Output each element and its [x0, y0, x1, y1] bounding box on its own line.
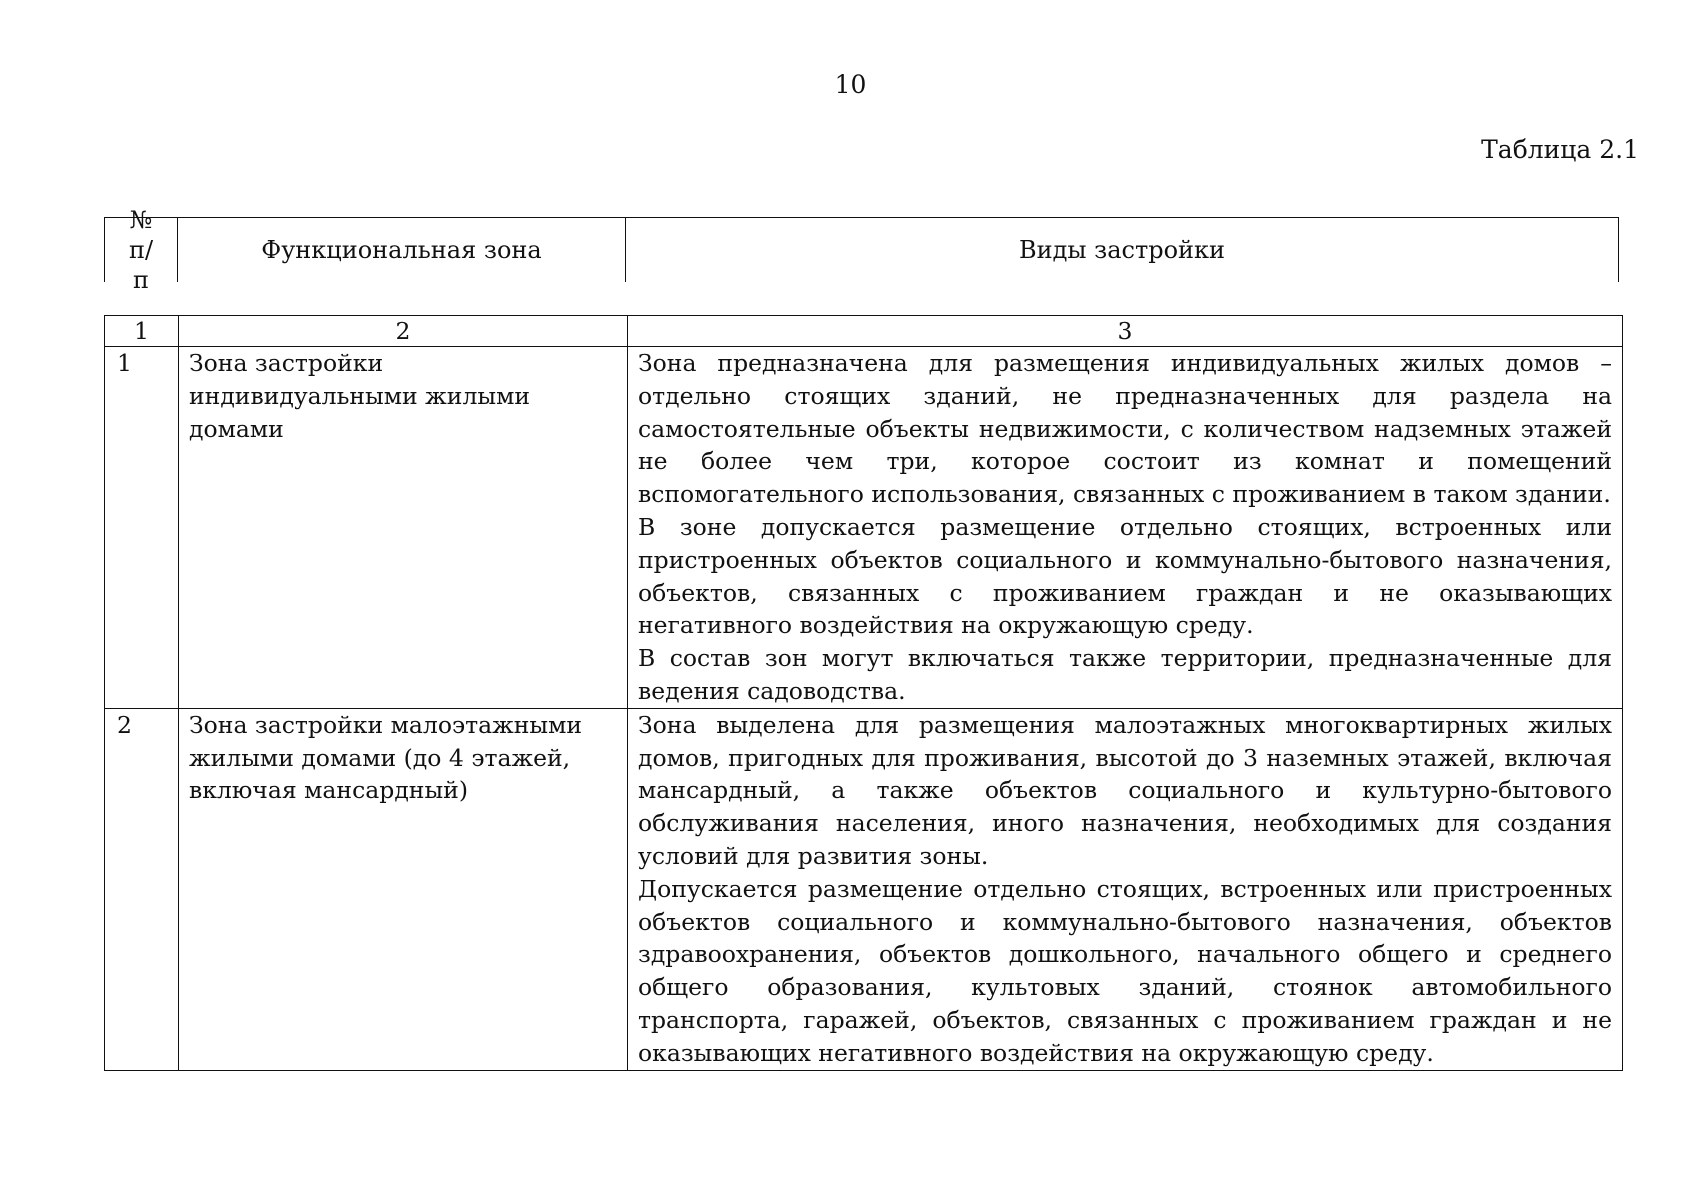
- header-types-label: Виды застройки: [1018, 236, 1226, 264]
- header-zone-column: [177, 218, 625, 282]
- column-number-row: [105, 316, 1623, 347]
- zones-table: [104, 315, 1623, 1071]
- description-paragraph: Зона предназначена для размещения индивидуальных жилых домов – отдельно стоящих зданий, не предназначенных для раздела на самостоятельные объекты недвижимости, с количеством надземных этажей не более чем три, которое состоит из комнат и помещений вспомогательного использования, связанных с проживанием в таком здании.: [638, 349, 1612, 509]
- column-number-1: 1: [105, 316, 179, 347]
- description-paragraph: В зоне допускается размещение отдельно стоящих, встроенных или пристроенных объектов социального и коммунально-бытового назначения, объектов, связанных с проживанием граждан и не оказывающих негативного воздействия на окружающую среду.: [638, 512, 1612, 640]
- description-paragraph: В состав зон могут включаться также территории, предназначенные для ведения садоводства.: [638, 644, 1612, 705]
- column-number-2: 2: [179, 316, 628, 347]
- header-zone-label: Функциональная зона: [261, 236, 542, 264]
- table-caption: Таблица 2.1: [1481, 135, 1639, 164]
- zone-description: [628, 347, 1623, 709]
- header-number-label: № п/п: [128, 206, 154, 294]
- header-number-column: [104, 206, 177, 294]
- zone-description: [628, 708, 1623, 1070]
- zone-name: Зона застройки индивидуальными жилыми домами: [179, 347, 628, 709]
- table-row: [105, 708, 1623, 1070]
- zone-name: Зона застройки малоэтажными жилыми домами (до 4 этажей, включая мансардный): [179, 708, 628, 1070]
- page-number: 10: [834, 70, 867, 99]
- column-number-3: 3: [628, 316, 1623, 347]
- description-paragraph: Зона выделена для размещения малоэтажных многоквартирных жилых домов, пригодных для проживания, высотой до 3 наземных этажей, включая мансардный, а также объектов социального и культурно-бытового обслуживания населения, иного назначения, необходимых для создания условий для развития зоны.: [638, 710, 1612, 870]
- row-number: 2: [105, 708, 179, 1070]
- description-paragraph: Допускается размещение отдельно стоящих, встроенных или пристроенных объектов социального и коммунально-бытового назначения, объектов здравоохранения, объектов дошкольного, начального общего и среднего общего образования, культовых зданий, стоянок автомобильного транспорта, гаражей, объектов, связанных с проживанием граждан и не оказывающих негативного воздействия на окружающую среду.: [638, 874, 1612, 1067]
- table-row: [105, 347, 1623, 709]
- row-number: 1: [105, 347, 179, 709]
- header-types-column: [625, 218, 1619, 282]
- table-header: [104, 206, 1619, 294]
